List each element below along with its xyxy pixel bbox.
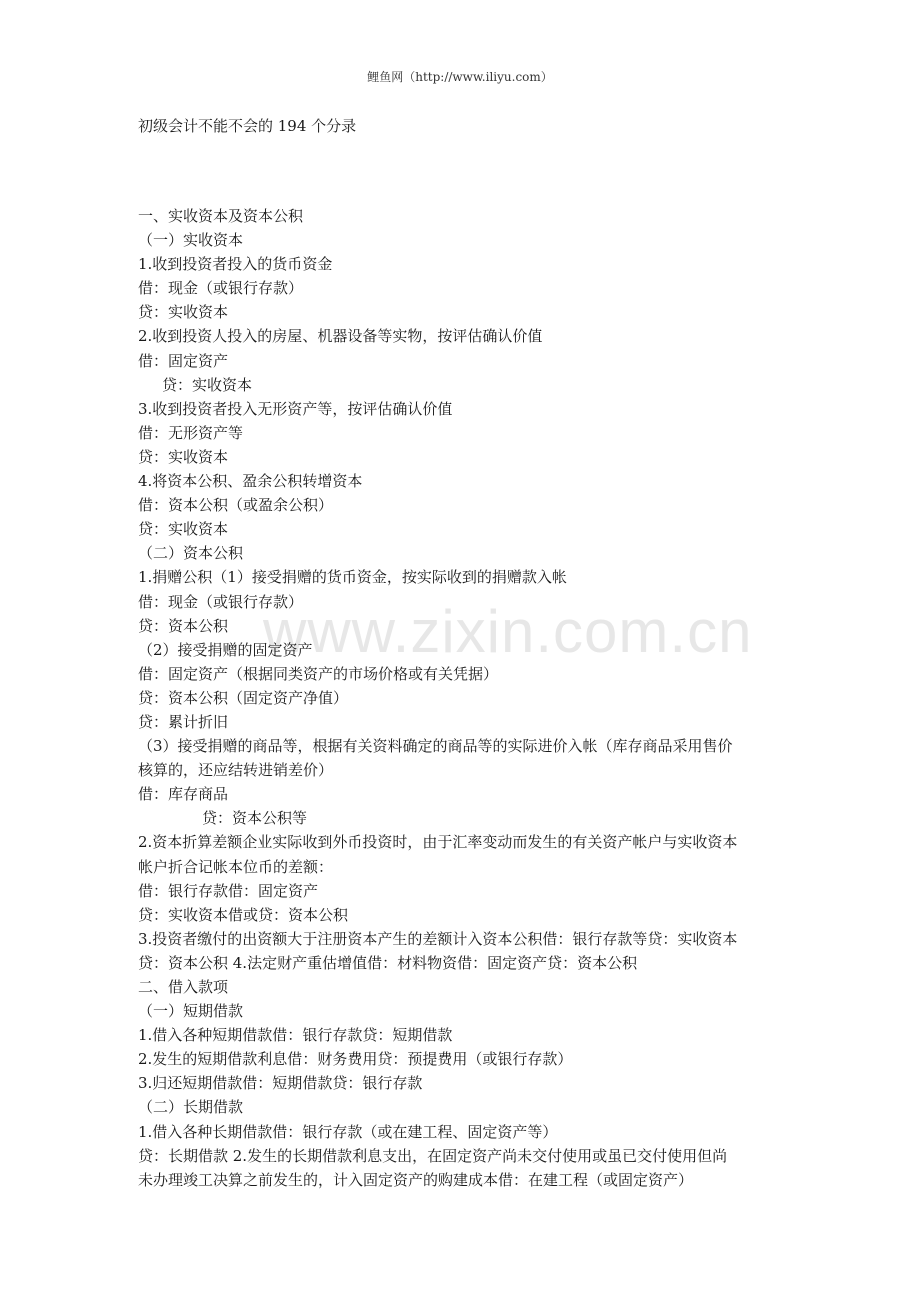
site-header: 鲤鱼网（http://www.iliyu.com） <box>367 70 553 84</box>
credit-line: 贷：实收资本 <box>138 447 229 466</box>
debit-line: 借：现金（或银行存款） <box>138 279 304 298</box>
credit-line: 贷：资本公积 <box>138 616 229 635</box>
entry-item: （3）接受捐赠的商品等，根据有关资料确定的商品等的实际进价入帐（库存商品采用售价 <box>138 737 733 756</box>
credit-line: 贷：实收资本借或贷：资本公积 <box>138 905 349 924</box>
entry-item: （2）接受捐赠的固定资产 <box>138 640 313 659</box>
document-body <box>138 204 788 1192</box>
entry-item: 3.归还短期借款借：短期借款贷：银行存款 <box>138 1074 423 1093</box>
credit-line: 贷：实收资本 <box>138 520 229 539</box>
entry-item-continued: 核算的，还应结转进销差价） <box>138 761 334 780</box>
credit-line: 贷：实收资本 <box>162 375 253 394</box>
entry-item: 2.发生的短期借款利息借：财务费用贷：预提费用（或银行存款） <box>138 1050 573 1069</box>
entry-item-continued: 帐户折合记帐本位币的差额： <box>138 857 334 876</box>
entry-item: 2.资本折算差额企业实际收到外币投资时，由于汇率变动而发生的有关资产帐户与实收资本 <box>138 833 738 852</box>
debit-line: 借：固定资产（根据同类资产的市场价格或有关凭据） <box>138 664 499 683</box>
debit-line: 借：银行存款借：固定资产 <box>138 881 319 900</box>
credit-line: 贷：累计折旧 <box>138 712 229 731</box>
entry-item-continued: 未办理竣工决算之前发生的，计入固定资产的购建成本借：在建工程（或固定资产） <box>138 1170 694 1189</box>
subsection-heading: （二）资本公积 <box>138 544 244 563</box>
subsection-heading: （二）长期借款 <box>138 1098 244 1117</box>
entry-item: 1.收到投资者投入的货币资金 <box>138 255 333 274</box>
entry-item: 3.收到投资者投入无形资产等，按评估确认价值 <box>138 399 453 418</box>
subsection-heading: （一）短期借款 <box>138 1002 244 1021</box>
section-heading: 一、实收资本及资本公积 <box>138 207 304 225</box>
debit-line: 借：无形资产等 <box>138 423 244 442</box>
credit-line: 贷：资本公积等 <box>202 809 308 828</box>
debit-line: 借：现金（或银行存款） <box>138 592 304 611</box>
entry-item-continued: 贷：资本公积 4.法定财产重估增值借：材料物资借：固定资产贷：资本公积 <box>138 953 638 972</box>
credit-line: 贷：实收资本 <box>138 303 229 322</box>
debit-line: 借：资本公积（或盈余公积） <box>138 496 334 515</box>
entry-item: 1.借入各种长期借款借：银行存款（或在建工程、固定资产等） <box>138 1122 558 1141</box>
debit-line: 借：库存商品 <box>138 785 229 804</box>
section-heading: 二、借入款项 <box>138 978 229 996</box>
subsection-heading: （一）实收资本 <box>138 231 244 250</box>
entry-item: 1.捐赠公积（1）接受捐赠的货币资金，按实际收到的捐赠款入帐 <box>138 568 567 587</box>
entry-item: 1.借入各种短期借款借：银行存款贷：短期借款 <box>138 1026 453 1045</box>
credit-line: 贷：资本公积（固定资产净值） <box>138 688 349 707</box>
debit-line: 借：固定资产 <box>138 351 229 370</box>
entry-item: 4.将资本公积、盈余公积转增资本 <box>138 472 363 491</box>
entry-item: 2.收到投资人投入的房屋、机器设备等实物，按评估确认价值 <box>138 327 543 346</box>
watermark: www.zixin.com.cn <box>263 598 753 665</box>
entry-item: 贷：长期借款 2.发生的长期借款利息支出，在固定资产尚未交付使用或虽已交付使用但尚 <box>138 1146 728 1165</box>
document-title: 初级会计不能不会的 194 个分录 <box>138 117 357 135</box>
entry-item: 3.投资者缴付的出资额大于注册资本产生的差额计入资本公积借：银行存款等贷：实收资本 <box>138 929 738 948</box>
